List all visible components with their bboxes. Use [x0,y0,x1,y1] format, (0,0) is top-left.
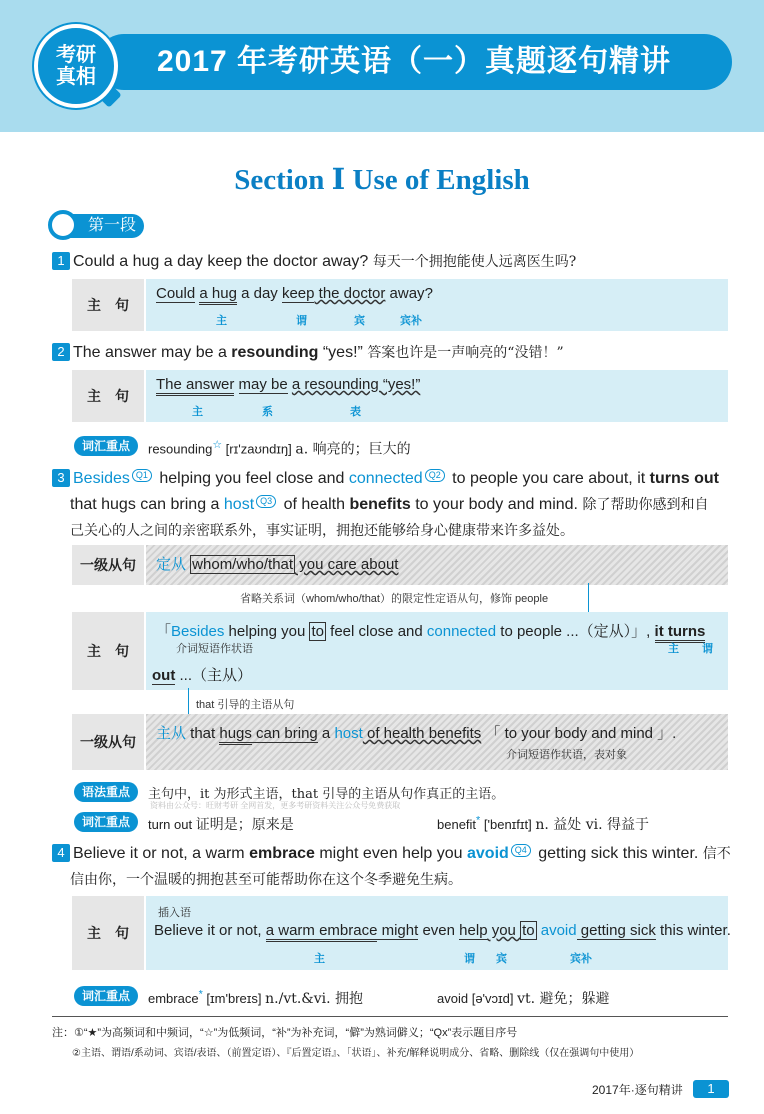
footnote-line-2: ②主语、谓语/系动词、宾语/表语、（前置定语）、『后置定语』、「状语」、补充/解释说明成分、省略、删除线（仅在强调句中使用） [72,1048,640,1059]
analysis-box: 「Besides helping you to feel close and connected to people ...（定从）」, it turns 介词短语作状语 主 谓 out ...（主从） [146,612,728,690]
vocab-entry: turn out 证明是；原来是 [148,817,294,833]
clause-box: 定从 whom/who/that you care about [146,545,728,585]
vocab-entry: avoid [ə'vɔɪd] vt. 避免；躲避 [437,991,610,1007]
section-title: Section Ⅰ Use of English [234,164,530,196]
clause-label: 一级从句 [72,545,144,585]
vocab-entry: benefit* ['benɪfɪt] n. 益处 vi. 得益于 [437,814,650,833]
vocab-tag: 词汇重点 [74,812,138,832]
analysis-sentence: Could a hug a day keep the doctor away? [156,285,433,302]
sentence-number: 1 [52,252,70,270]
sentence-4: 4 Believe it or not, a warm embrace might even help you avoid Q4 getting sick this winter. 信不 [52,841,731,867]
analysis-box [146,279,728,331]
clause-label: 一级从句 [72,714,144,770]
sentence-4-line-2: 信由你，一个温暖的拥抱甚至可能帮助你在这个冬季避免生病。 [70,872,462,888]
role-subject: 主 [216,315,227,327]
grammar-tag: 语法重点 [74,782,138,802]
sentence-2: 2 The answer may be a resounding “yes!” 答案也许是一声响亮的“没错！” [52,340,564,366]
sentence-3-line-2: that hugs can bring a host Q3 of health benefits to your body and mind. 除了帮助你感到和自 [70,496,709,513]
sentence-3-line-3: 己关心的人之间的亲密联系外，事实证明，拥抱还能够给身心健康带来许多益处。 [70,523,574,539]
arrow-line [188,688,189,714]
analysis-label: 主 句 [72,896,144,970]
clause-box: 主从 that hugs can bring a host of health benefits 「 to your body and mind 」. 介词短语作状语，表对象 [146,714,728,770]
badge-bottom-text: 真相 [56,66,96,88]
sentence-en: Could a hug a day keep the doctor away? [73,253,369,270]
vocab-entry: resounding☆ [rɪ'zaʊndɪŋ] a. 响亮的；巨大的 [148,439,411,458]
vocab-entry: embrace* [ɪm'breɪs] n./vt.&vi. 拥抱 [148,988,364,1007]
sentence-cn: 每天一个拥抱能使人远离医生吗? [372,254,577,270]
role-complement: 宾补 [400,315,422,327]
paragraph-tag: 第一段 [58,214,144,238]
analysis-label: 主 句 [72,612,144,690]
vocab-tag: 词汇重点 [74,986,138,1006]
role-predicate: 谓 [296,315,307,327]
brand-badge [34,24,118,108]
grammar-note: 主句中，it 为形式主语，that 引导的主语从句作真正的主语。 [148,787,505,802]
divider [52,1016,728,1017]
analysis-box: 插入语 Believe it or not, a warm embrace might even help you to avoid getting sick this winter. 主 谓 宾 宾补 [146,896,728,970]
analysis-label: 主 句 [72,370,144,422]
badge-top-text: 考研 [56,44,96,66]
page-number: 1 [693,1080,729,1098]
analysis-label: 主 句 [72,279,144,331]
watermark: 资料由公众号：旺财考研 全网首发，更多考研资料关注公众号免费获取 [150,801,401,810]
annotation: that 引导的主语从句 [196,699,295,711]
page-label: 2017年·逐句精讲 [592,1083,683,1097]
analysis-sentence: The answer may be a resounding “yes!” [156,376,420,393]
page-title: 2017 年考研英语（一）真题逐句精讲 [156,45,672,78]
analysis-box: The answer may be a resounding “yes!” 主 系 表 [146,370,728,422]
magnifier-icon [48,210,78,240]
sentence-1 [52,249,576,275]
footnote-line-1: 注：①“★”为高频词和中频词，“☆”为低频词，“补”为补充词，“僻”为熟词僻义；“Qx”表示题目序号 [52,1027,518,1039]
annotation: 省略关系词（whom/who/that）的限定性定语从句，修饰 people [240,593,549,605]
sentence-3: 3 Besides Q1 helping you feel close and connected Q2 to people you care about, it turns out [52,466,719,492]
vocab-tag: 词汇重点 [74,436,138,456]
role-object: 宾 [354,315,365,327]
